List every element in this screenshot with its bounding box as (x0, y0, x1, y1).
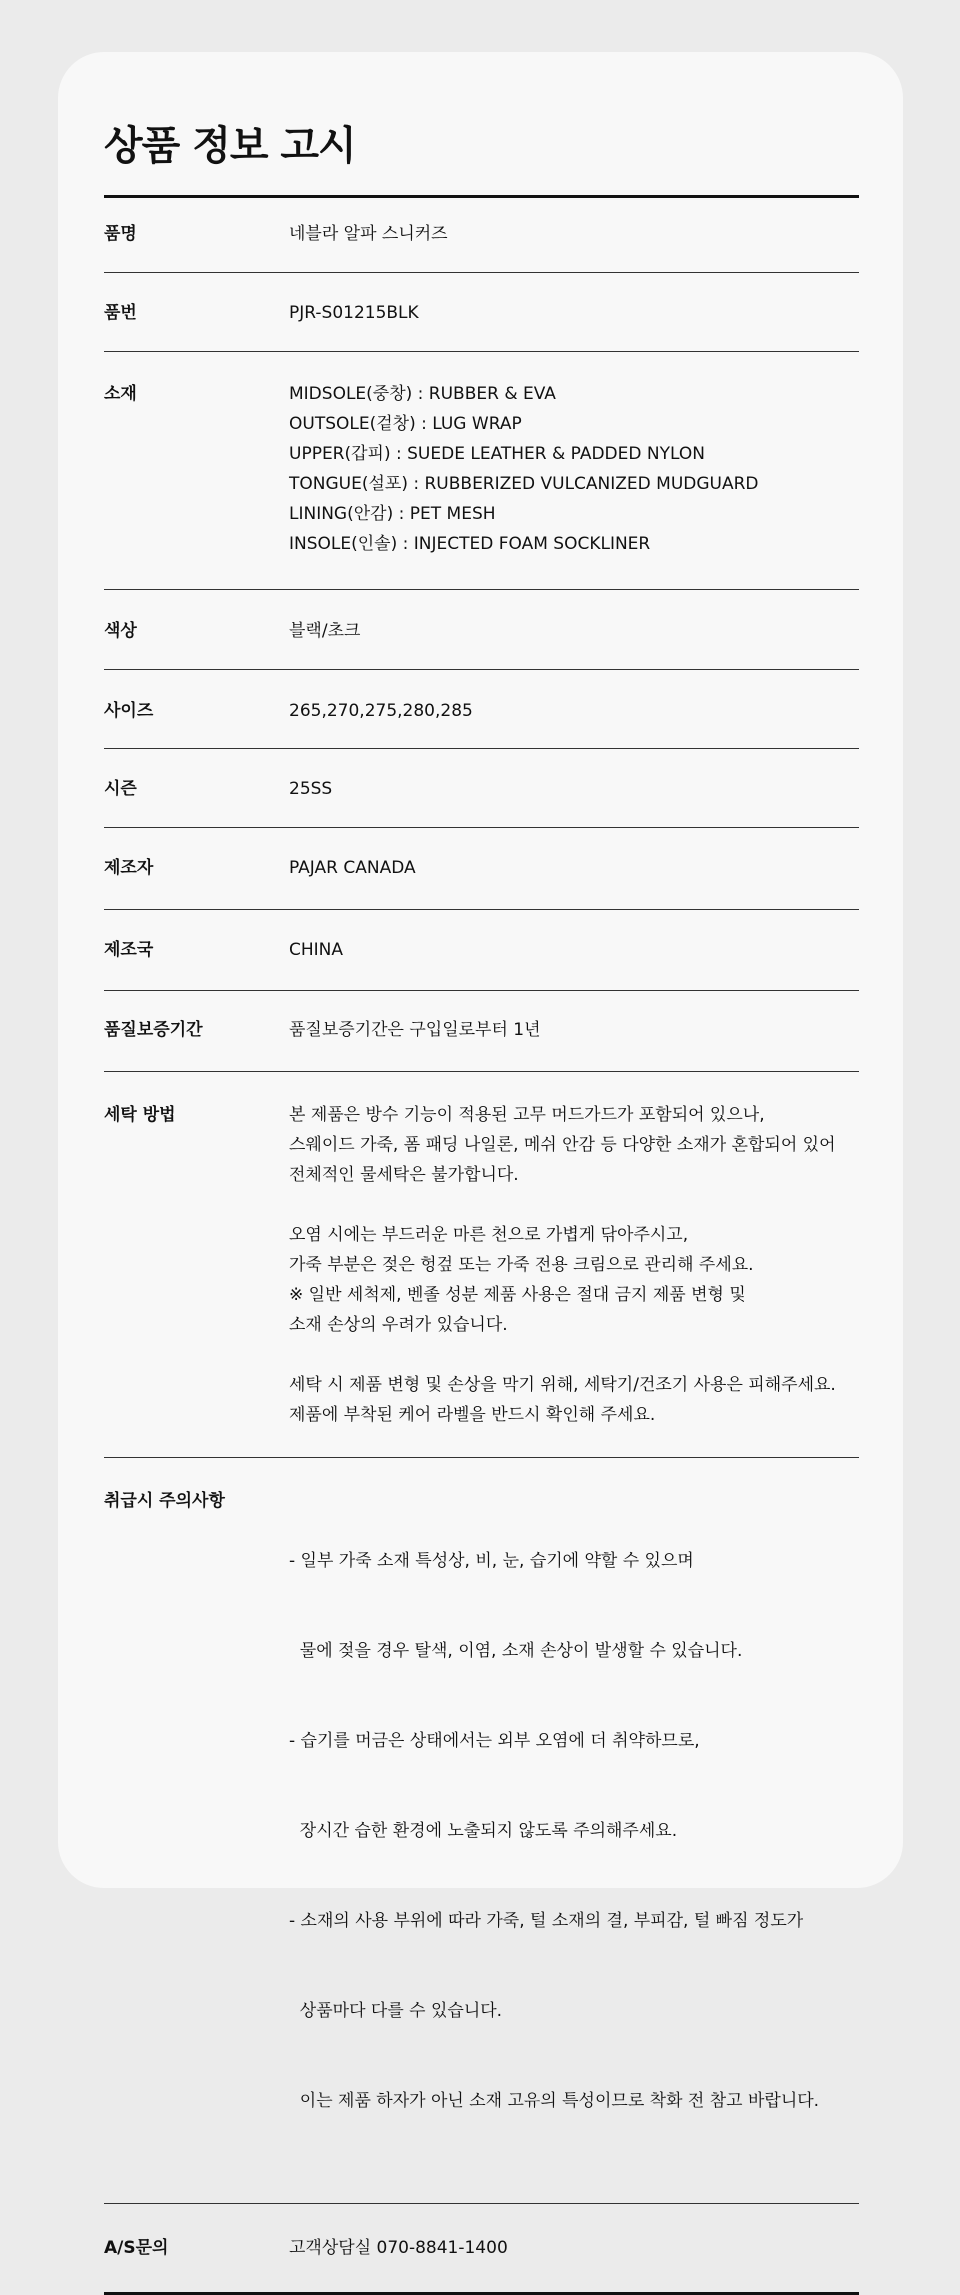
row-label: 색상 (104, 621, 137, 641)
material-list (289, 379, 859, 559)
row-label: 세탁 방법 (104, 1105, 176, 1125)
row-label: 시즌 (104, 779, 137, 799)
row-country (104, 910, 859, 991)
caution-line: 물에 젖을 경우 탈색, 이염, 소재 손상이 발생할 수 있습니다. (289, 1641, 743, 1661)
washing-text (289, 1100, 859, 1430)
row-as-contact (104, 2204, 859, 2292)
washing-line: 오염 시에는 부드러운 마른 천으로 가볍게 닦아주시고, (289, 1225, 689, 1245)
row-season (104, 749, 859, 828)
row-value: CHINA (289, 940, 344, 960)
row-label: 취급시 주의사항 (104, 1491, 225, 1511)
row-color (104, 590, 859, 670)
caution-line: 상품마다 다를 수 있습니다. (289, 2001, 503, 2021)
washing-line: 전체적인 물세탁은 불가합니다. (289, 1165, 519, 1185)
row-warranty (104, 991, 859, 1072)
row-value: 블랙/초크 (289, 621, 361, 641)
row-value: 품질보증기간은 구입일로부터 1년 (289, 1020, 541, 1040)
row-label: 제조자 (104, 858, 154, 878)
product-info-card (58, 52, 903, 2258)
material-line: UPPER(갑피) : SUEDE LEATHER & PADDED NYLON (289, 444, 705, 464)
caution-line: - 일부 가죽 소재 특성상, 비, 눈, 습기에 약할 수 있으며 (289, 1551, 694, 1571)
caution-text (289, 1486, 859, 2176)
caution-line: 장시간 습한 환경에 노출되지 않도록 주의해주세요. (289, 1821, 678, 1841)
caution-line: - 습기를 머금은 상태에서는 외부 오염에 더 취약하므로, (289, 1731, 700, 1751)
row-product-code (104, 273, 859, 352)
washing-line: 스웨이드 가죽, 폼 패딩 나일론, 메쉬 안감 등 다양한 소재가 혼합되어 있어 (289, 1135, 836, 1155)
row-label: 제조국 (104, 940, 154, 960)
row-product-name (104, 198, 859, 273)
row-value: 고객상담실 070-8841-1400 (289, 2238, 508, 2258)
row-label: A/S문의 (104, 2238, 169, 2258)
material-line: INSOLE(인솔) : INJECTED FOAM SOCKLINER (289, 534, 651, 554)
row-value: PAJAR CANADA (289, 858, 416, 878)
row-washing (104, 1072, 859, 1458)
row-value: 네블라 알파 스니커즈 (289, 224, 448, 244)
row-value: PJR-S01215BLK (289, 303, 419, 323)
row-value: 25SS (289, 779, 333, 799)
washing-line: ※ 일반 세척제, 벤졸 성분 제품 사용은 절대 금지 제품 변형 및 (289, 1285, 746, 1305)
row-material (104, 352, 859, 590)
row-manufacturer (104, 828, 859, 910)
row-label: 품번 (104, 303, 137, 323)
row-label: 품질보증기간 (104, 1020, 203, 1040)
material-line: MIDSOLE(중창) : RUBBER & EVA (289, 384, 556, 404)
material-line: LINING(안감) : PET MESH (289, 504, 496, 524)
page-title: 상품 정보 고시 (104, 123, 356, 169)
row-caution (104, 1458, 859, 2204)
caution-line: 이는 제품 하자가 아닌 소재 고유의 특성이므로 착화 전 참고 바랍니다. (289, 2091, 820, 2111)
row-label: 품명 (104, 224, 137, 244)
row-label: 사이즈 (104, 701, 154, 721)
caution-line: - 소재의 사용 부위에 따라 가죽, 털 소재의 결, 부피감, 털 빠짐 정도가 (289, 1911, 804, 1931)
washing-line: 제품에 부착된 케어 라벨을 반드시 확인해 주세요. (289, 1405, 656, 1425)
row-label: 소재 (104, 384, 137, 404)
material-line: TONGUE(설포) : RUBBERIZED VULCANIZED MUDGUARD (289, 474, 759, 494)
row-value: 265,270,275,280,285 (289, 701, 473, 721)
row-size (104, 670, 859, 749)
washing-line: 소재 손상의 우려가 있습니다. (289, 1315, 508, 1335)
material-line: OUTSOLE(겉창) : LUG WRAP (289, 414, 522, 434)
product-info-table (104, 195, 859, 2295)
washing-line: 세탁 시 제품 변형 및 손상을 막기 위해, 세탁기/건조기 사용은 피해주세요. (289, 1375, 836, 1395)
washing-line: 본 제품은 방수 기능이 적용된 고무 머드가드가 포함되어 있으나, (289, 1105, 765, 1125)
washing-line: 가죽 부분은 젖은 헝겊 또는 가죽 전용 크림으로 관리해 주세요. (289, 1255, 754, 1275)
